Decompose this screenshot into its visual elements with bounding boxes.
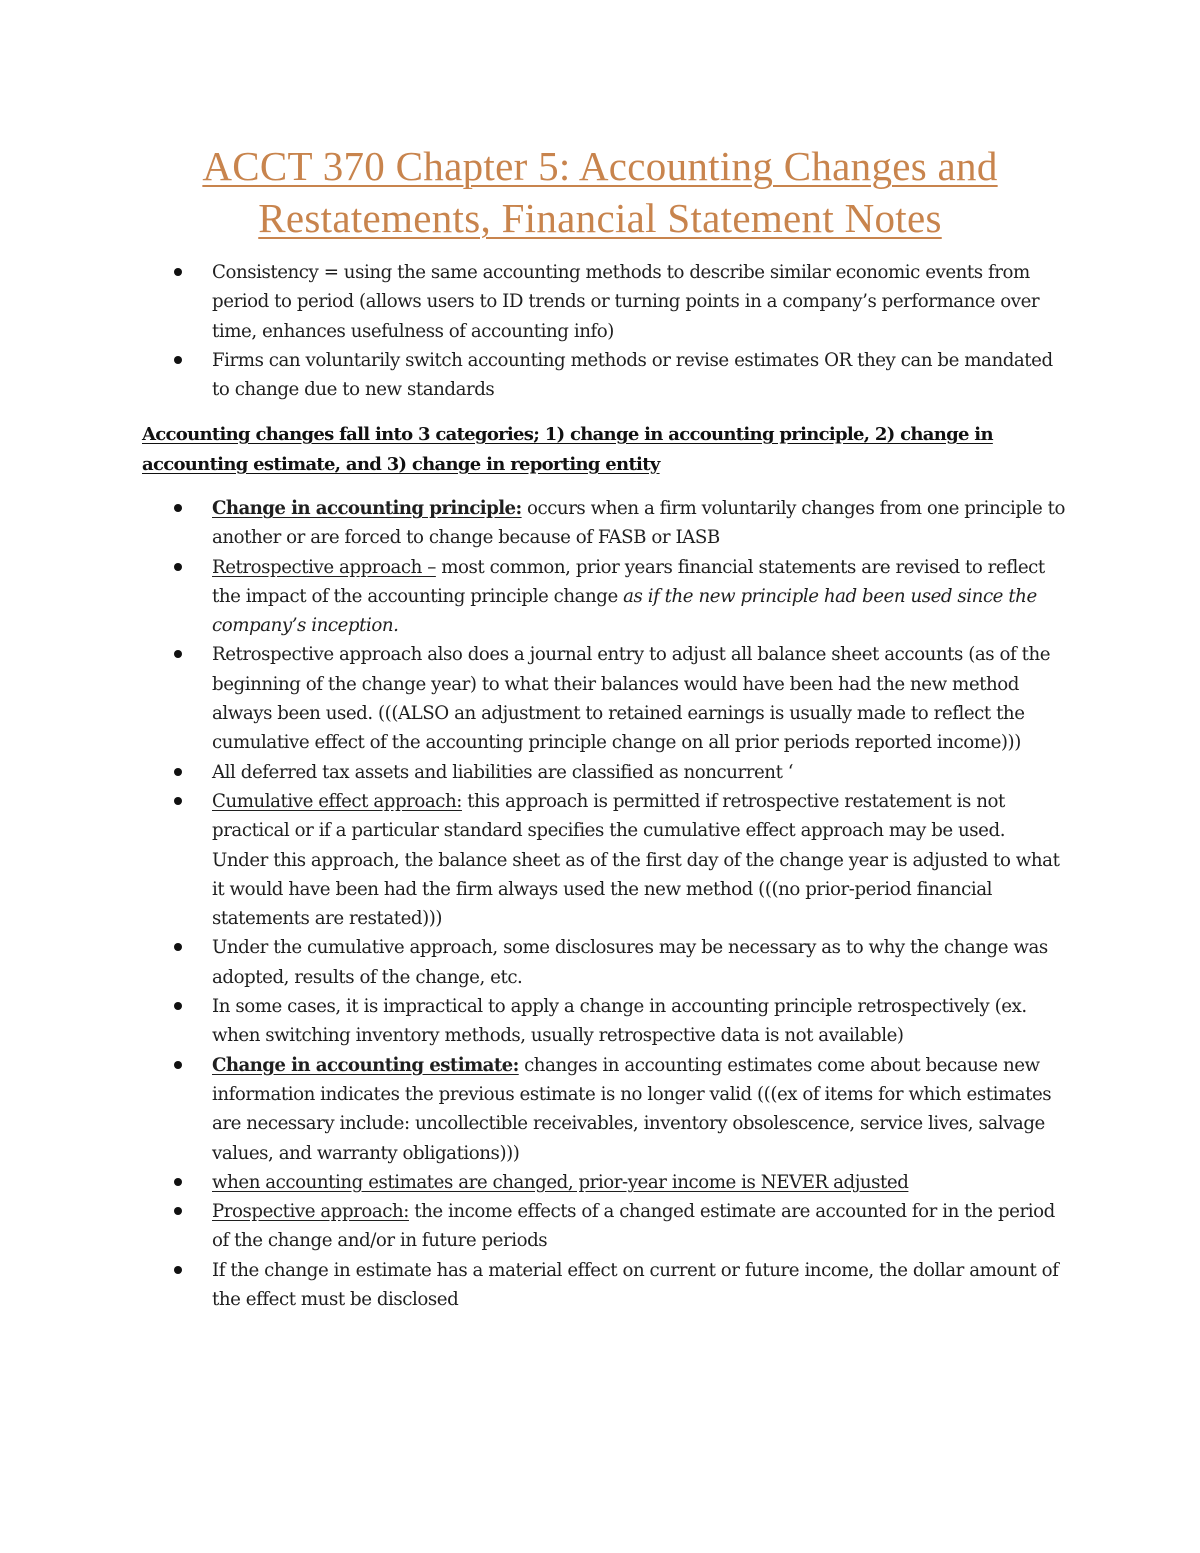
list-item [170,1168,1065,1197]
list-item-text: Consistency = using the same accounting methods to describe similar economic events from period to period (allows users to ID trends or turning points in a company’s performance over time, enhances usefulness of accounting info) [212,262,1040,342]
list-item-lead: Cumulative effect approach: [212,790,462,812]
bullet-icon [174,943,182,951]
list-item-text: most common, prior years financial statements are revised to reflect the impact of the accounting principle change [212,556,1045,607]
list-item [170,1256,1065,1315]
list-item-text: the income effects of a changed estimate are accounted for in the period of the change and/or in future periods [212,1201,1055,1252]
list-item-emphasis: as if the new principle had been used since the company’s inception. [212,585,1037,637]
list-item-text: If the change in estimate has a material effect on current or future income, the dollar amount of the effect must be disclosed [212,1259,1059,1311]
bullet-icon [174,650,182,658]
list-item [170,1197,1065,1256]
list-item [170,787,1065,933]
intro-bullet-list [170,258,1065,404]
list-item-text: All deferred tax assets and liabilities are classified as noncurrent ‘ [212,761,794,783]
list-item-text: Firms can voluntarily switch accounting methods or revise estimates OR they can be mandated to change due to new standards [212,349,1053,401]
bullet-icon [174,268,182,276]
list-item-text: occurs when a firm voluntarily changes from one principle to another or are forced to change because of FASB or IASB [212,498,1065,549]
list-item [170,346,1065,405]
bullet-icon [174,1266,182,1274]
bullet-icon [174,563,182,571]
list-item-lead: Change in accounting estimate: [212,1054,519,1076]
list-item-text: Under the cumulative approach, some disclosures may be necessary as to why the change was adopted, results of the change, etc. [212,937,1048,988]
list-item-lead: Retrospective approach – [212,556,436,578]
list-item [170,933,1065,992]
list-item-underlined-text: when accounting estimates are changed, prior-year income is NEVER adjusted [212,1171,909,1193]
list-item [170,758,1065,787]
list-item-text: this approach is permitted if retrospective restatement is not practical or if a particular standard specifies the cumulative effect approach may be used. Under this approach, the balance sheet as of the first day of the change year is adjusted to what it would have been had the firm always used the new method (((no prior-period financial statements are restated))) [212,790,1060,930]
list-item-lead: Change in accounting principle: [212,498,522,519]
page-title: ACCT 370 Chapter 5: Accounting Changes and Restatements, Financial Statement Notes [202,143,998,241]
bullet-icon [174,1207,182,1215]
bullet-icon [174,356,182,364]
accounting-changes-bullet-list [170,494,1065,1314]
list-item [170,640,1065,757]
list-item-text: In some cases, it is impractical to apply a change in accounting principle retrospectively (ex. when switching inventory methods, usually retrospective data is not available) [212,996,1027,1047]
list-item [170,494,1065,553]
list-item [170,992,1065,1051]
bullet-icon [174,768,182,776]
bullet-icon [174,1061,182,1069]
section-heading: Accounting changes fall into 3 categories; 1) change in accounting principle, 2) change in accounting estimate, and 3) change in reporting entity [142,424,993,475]
bullet-icon [174,504,182,512]
list-item [170,1051,1065,1168]
bullet-icon [174,1178,182,1186]
bullet-icon [174,797,182,805]
bullet-icon [174,1002,182,1010]
list-item-text: Retrospective approach also does a journal entry to adjust all balance sheet accounts (as of the beginning of the change year) to what their balances would have been had the new method always been used. (((ALSO an adjustment to retained earnings is usually made to reflect the cumulative effect of the accounting principle change on all prior periods reported income))) [212,644,1051,754]
list-item-text: changes in accounting estimates come about because new information indicates the previous estimate is no longer valid (((ex of items for which estimates are necessary include: uncollectible receivables, inventory obsolescence, service lives, salvage values, and warranty obligations))) [212,1054,1052,1164]
list-item [170,553,1065,641]
list-item-lead: Prospective approach: [212,1201,409,1223]
list-item [170,258,1065,346]
